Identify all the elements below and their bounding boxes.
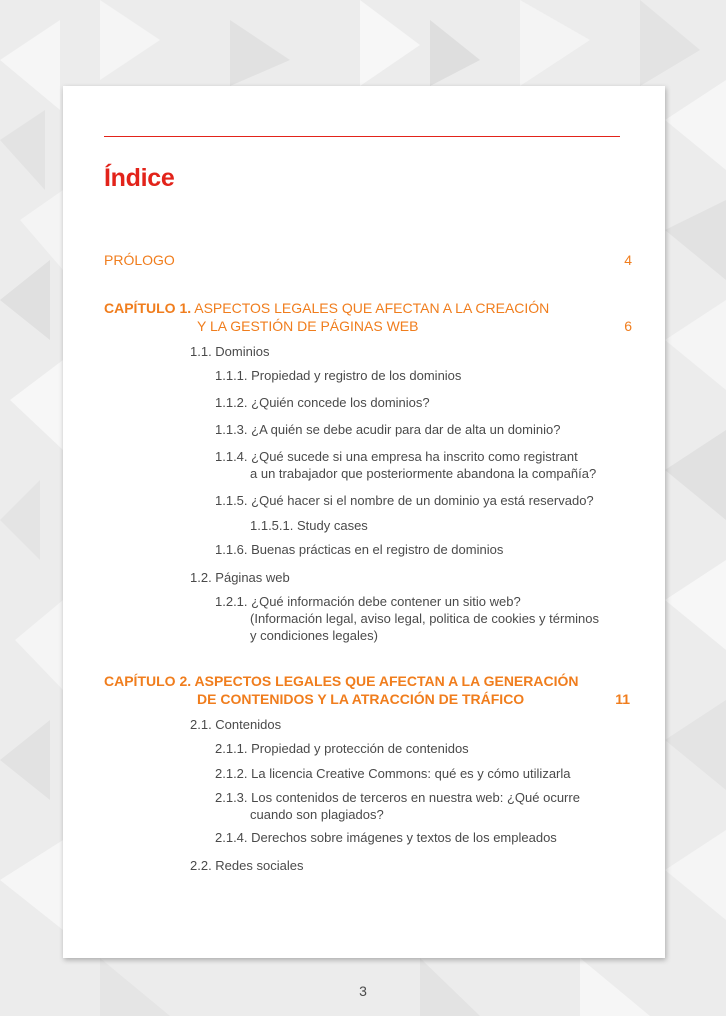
toc-entry-1-2-1[interactable]: 1.2.1. ¿Qué información debe contener un sitio web? <box>215 594 521 609</box>
toc-entry-1-1-3[interactable]: 1.1.3. ¿A quién se debe acudir para dar de alta un dominio? <box>215 422 561 437</box>
toc-cap1-page: 6 <box>624 318 632 334</box>
page-title: Índice <box>104 164 175 192</box>
toc-entry-1-1-4-cont[interactable]: a un trabajador que posteriormente abandona la compañía? <box>250 466 597 481</box>
toc-cap2-prefix: CAPÍTULO 2. <box>104 673 192 689</box>
page-number: 3 <box>359 983 367 999</box>
toc-entry-1-1-1[interactable]: 1.1.1. Propiedad y registro de los dominios <box>215 368 462 383</box>
toc-entry-1-2[interactable]: 1.2. Páginas web <box>190 570 290 585</box>
toc-cap2-heading[interactable] <box>104 673 579 690</box>
toc-cap2-title-line2[interactable]: DE CONTENIDOS Y LA ATRACCIÓN DE TRÁFICO <box>197 691 525 707</box>
toc-entry-2-1-3-cont[interactable]: cuando son plagiados? <box>250 807 384 822</box>
toc-entry-1-1-5-1[interactable]: 1.1.5.1. Study cases <box>250 518 368 533</box>
toc-prologo-page: 4 <box>624 252 632 268</box>
toc-cap1-title-line1: ASPECTOS LEGALES QUE AFECTAN A LA CREACIÓN <box>194 300 550 316</box>
toc-entry-1-2-1-cont2[interactable]: y condiciones legales) <box>250 628 378 643</box>
toc-cap1-prefix: CAPÍTULO 1. <box>104 300 192 316</box>
toc-entry-2-2[interactable]: 2.2. Redes sociales <box>190 858 304 873</box>
toc-entry-1-1-4[interactable]: 1.1.4. ¿Qué sucede si una empresa ha inscrito como registrant <box>215 449 578 464</box>
toc-entry-1-1-2[interactable]: 1.1.2. ¿Quién concede los dominios? <box>215 395 430 410</box>
toc-entry-1-1-6[interactable]: 1.1.6. Buenas prácticas en el registro de dominios <box>215 542 504 557</box>
toc-entry-1-1[interactable]: 1.1. Dominios <box>190 344 270 359</box>
toc-entry-2-1-1[interactable]: 2.1.1. Propiedad y protección de contenidos <box>215 741 469 756</box>
toc-cap1-title-line2[interactable]: Y LA GESTIÓN DE PÁGINAS WEB <box>197 318 419 334</box>
toc-entry-1-1-5[interactable]: 1.1.5. ¿Qué hacer si el nombre de un dominio ya está reservado? <box>215 493 594 508</box>
toc-entry-2-1[interactable]: 2.1. Contenidos <box>190 717 282 732</box>
toc-entry-2-1-3[interactable]: 2.1.3. Los contenidos de terceros en nuestra web: ¿Qué ocurre <box>215 790 580 805</box>
toc-prologo-link[interactable]: PRÓLOGO <box>104 252 175 268</box>
toc-cap1-heading[interactable] <box>104 300 549 317</box>
toc-cap2-page: 11 <box>615 691 630 707</box>
toc-entry-2-1-4[interactable]: 2.1.4. Derechos sobre imágenes y textos de los empleados <box>215 830 557 845</box>
toc-entry-2-1-2[interactable]: 2.1.2. La licencia Creative Commons: qué es y cómo utilizarla <box>215 766 571 781</box>
title-rule <box>104 136 620 137</box>
toc-entry-1-2-1-cont1[interactable]: (Información legal, aviso legal, politica de cookies y términos <box>250 611 600 626</box>
toc-cap2-title-line1: ASPECTOS LEGALES QUE AFECTAN A LA GENERACIÓN <box>194 673 579 689</box>
